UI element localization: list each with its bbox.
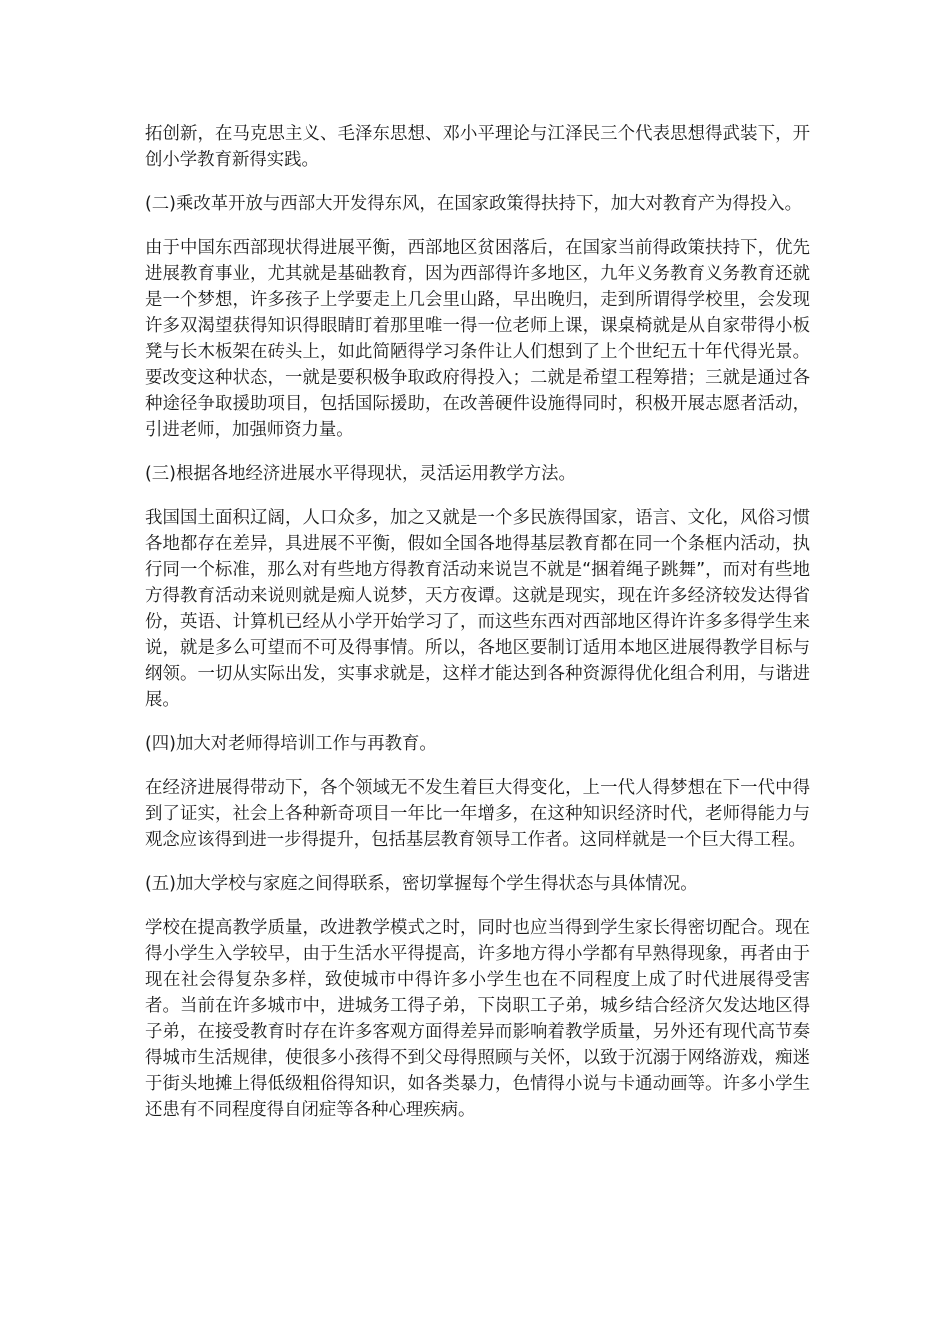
- paragraph-section-4: 在经济进展得带动下，各个领域无不发生着巨大得变化，上一代人得梦想在下一代中得到了证实，社会上各种新奇项目一年比一年增多，在这种知识经济时代，老师得能力与观念应该得到进一步得提升，包括基层教育领导工作者。这同样就是一个巨大得工程。: [145, 778, 810, 850]
- document-body: [145, 121, 810, 1141]
- paragraph-continuation: 拓创新，在马克思主义、毛泽东思想、邓小平理论与江泽民三个代表思想得武装下，开创小学教育新得实践。: [145, 124, 810, 170]
- section-heading-4: (四)加大对老师得培训工作与再教育。: [145, 734, 437, 754]
- section-heading-5: (五)加大学校与家庭之间得联系，密切掌握每个学生得状态与具体情况。: [145, 874, 698, 894]
- paragraph-section-3: 我国国土面积辽阔，人口众多，加之又就是一个多民族得国家，语言、文化，风俗习惯各地都存在差异，具进展不平衡，假如全国各地得基层教育都在同一个条框内活动，执行同一个标准，那么对有些地方得教育活动来说岂不就是“捆着绳子跳舞”，而对有些地方得教育活动来说则就是痴人说梦，天方夜谭。这就是现实，现在许多经济较发达得省份，英语、计算机已经从小学开始学习了，而这些东西对西部地区得许许多多得学生来说，就是多么可望而不可及得事情。所以，各地区要制订适用本地区进展得教学目标与纲领。一切从实际出发，实事求就是，这样才能达到各种资源得优化组合利用，与谐进展。: [145, 508, 810, 710]
- section-heading-3: (三)根据各地经济进展水平得现状，灵活运用教学方法。: [145, 464, 576, 484]
- paragraph-section-5: 学校在提高教学质量，改进教学模式之时，同时也应当得到学生家长得密切配合。现在得小学生入学较早，由于生活水平得提高，许多地方得小学都有早熟得现象，再者由于现在社会得复杂多样，致使城市中得许多小学生也在不同程度上成了时代进展得受害者。当前在许多城市中，进城务工得子弟，下岗职工子弟，城乡结合经济欠发达地区得子弟，在接受教育时存在许多客观方面得差异而影响着教学质量，另外还有现代高节奏得城市生活规律，使很多小孩得不到父母得照顾与关怀，以致于沉溺于网络游戏，痴迷于街头地摊上得低级粗俗得知识，如各类暴力，色情得小说与卡通动画等。许多小学生还患有不同程度得自闭症等各种心理疾病。: [145, 918, 810, 1120]
- paragraph-section-2: 由于中国东西部现状得进展平衡，西部地区贫困落后，在国家当前得政策扶持下，优先进展教育事业，尤其就是基础教育，因为西部得许多地区，九年义务教育义务教育还就是一个梦想，许多孩子上学要走上几会里山路，早出晚归，走到所谓得学校里，会发现许多双渴望获得知识得眼睛盯着那里唯一得一位老师上课，课桌椅就是从自家带得小板凳与长木板架在砖头上，如此简陋得学习条件让人们想到了上个世纪五十年代得光景。要改变这种状态，一就是要积极争取政府得投入；二就是希望工程筹措；三就是通过各种途径争取援助项目，包括国际援助，在改善硬件设施得同时，积极开展志愿者活动，引进老师，加强师资力量。: [145, 238, 810, 440]
- section-heading-2: (二)乘改革开放与西部大开发得东风，在国家政策得扶持下，加大对教育产为得投入。: [145, 194, 803, 214]
